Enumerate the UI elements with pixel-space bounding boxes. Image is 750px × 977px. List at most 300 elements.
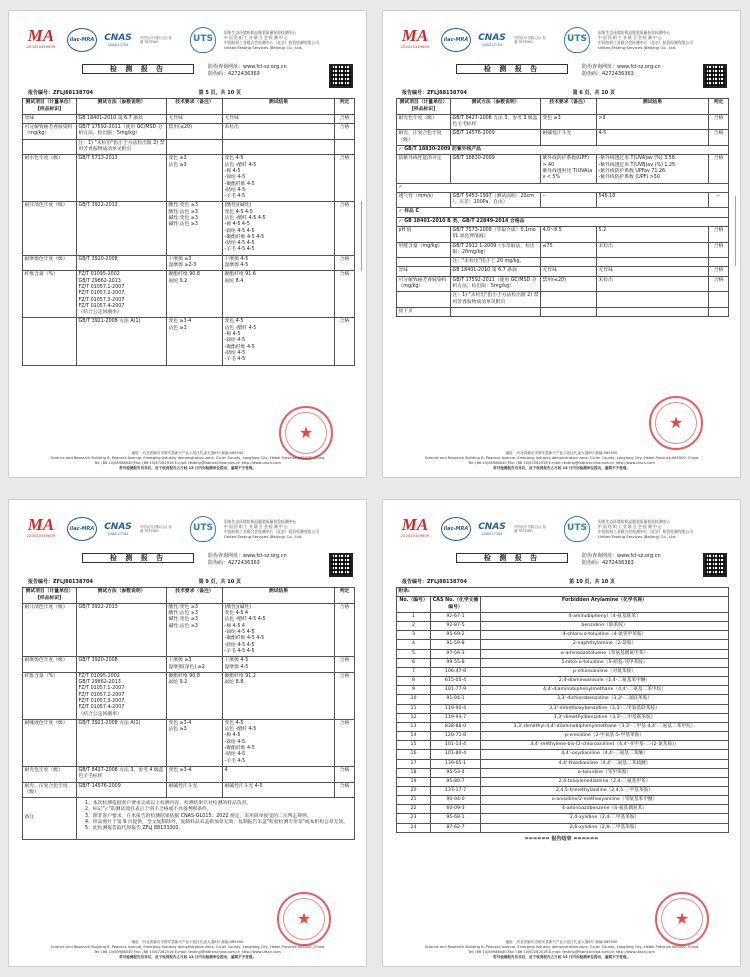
table-row xyxy=(397,658,729,667)
arylamine-name: o-toluidine（邻甲苯胺） xyxy=(481,768,729,777)
test-method: GB/T 14576-2009 xyxy=(77,782,167,798)
table-row xyxy=(397,192,729,208)
uts-logo: UTS xyxy=(564,27,590,53)
table-row xyxy=(397,208,729,217)
arylamine-name: 2,4-xylidine（2,4-二甲基苯胺） xyxy=(481,814,729,823)
report-title: 检 测 报 告 xyxy=(456,553,568,563)
test-result xyxy=(597,292,709,308)
arylamine-name: 4,4'-diaminobiphenylmethane（4,4'-二氨基二苯甲烷） xyxy=(481,686,729,695)
row-number: 9 xyxy=(397,686,431,695)
table-row xyxy=(23,255,355,271)
test-item: 耐汗渍色牢度（级） xyxy=(23,603,77,656)
test-item: pH 值 xyxy=(397,227,451,243)
test-method: GB/T 17592-2011（使用 GC/MSD 分析方法，检出限：5mg/kg） xyxy=(451,276,541,292)
test-item: 防紫外线性能的评定 xyxy=(397,155,451,183)
arylamine-name: o-aminoazotoluene（邻氨基偶氮甲苯） xyxy=(481,649,729,658)
results-table xyxy=(22,98,355,365)
row-number: 14 xyxy=(397,732,431,741)
cas-number: 90-04-0 xyxy=(431,796,481,805)
cas-number: 87-62-7 xyxy=(431,823,481,832)
test-item xyxy=(397,258,451,267)
report-title: 检 测 报 告 xyxy=(82,553,194,563)
antifake-info: 防伪查询网址：www.fcl-sz.org.cn 防伪码：4272436363 xyxy=(582,64,661,77)
table-row xyxy=(397,217,729,226)
cnas-logo: CNAS CNAS L7704 xyxy=(478,521,506,536)
test-item: 耐光色牢度（级） xyxy=(397,114,451,130)
arylamine-name: 2,4-diaminoanisole（2,4-二氨基苯甲醚） xyxy=(481,677,729,686)
test-result: 未检出 xyxy=(597,276,709,292)
arylamine-name: 4-chloro-o-toluidine（4-氯邻甲苯胺） xyxy=(481,631,729,640)
row-number: 22 xyxy=(397,805,431,814)
arylamine-name: 4,4'-thiodianiline（4,4'-二氨基二苯硫醚） xyxy=(481,759,729,768)
cas-number: 101-14-4 xyxy=(431,741,481,750)
table-row xyxy=(23,139,355,155)
section-heading: ✓ 样品 C xyxy=(397,208,729,217)
test-item: 异味 xyxy=(397,267,451,276)
requirement: 禁用(≤20) xyxy=(167,124,223,140)
row-number: 18 xyxy=(397,768,431,777)
test-method: GB/T 18830-2009 xyxy=(451,155,541,183)
row-number: 17 xyxy=(397,759,431,768)
qr-code xyxy=(703,553,727,577)
test-method: GB/T 7573-2009（萃取介质：0.1mol/L 氯化钾溶液） xyxy=(451,227,541,243)
table-row xyxy=(397,732,729,741)
test-method: GB/T 8427-2008 方法 3、参考 3 级蓝色羊毛标样 xyxy=(451,114,541,130)
cas-number: 838-88-0 xyxy=(431,722,481,731)
test-item: 可分解致癌芳香胺染料（mg/kg） xyxy=(397,276,451,292)
table-header-row: 测试项目（计量单位）[样品标识] 测试方法（参数说明） 技术要求（备注） 测试结果 判定 xyxy=(23,99,355,115)
row-number: 2 xyxy=(397,622,431,631)
table-row xyxy=(397,258,729,267)
requirement: 聚酯纤维 90.8 氨纶 9.2 xyxy=(167,672,223,719)
table-row xyxy=(23,155,355,202)
row-number: 5 xyxy=(397,649,431,658)
test-item: 接下页 xyxy=(397,307,451,316)
arylamine-table xyxy=(396,587,729,833)
section-heading: ✓ GB/T 18830-2009 防紫外线产品 xyxy=(397,146,729,155)
cma-logo: MA 220020349609 xyxy=(400,26,430,49)
section-heading: ✓ xyxy=(397,183,729,192)
test-method: GB/T 14576-2009 xyxy=(451,130,541,146)
notes-list xyxy=(77,798,355,839)
antifake-info: 防伪查询网址：www.fcl-sz.org.cn 防伪码：4272436363 xyxy=(582,553,661,566)
test-method: GB/T 17592-2011（使用 GC/MSD 分析方法，检出限：5mg/kg） xyxy=(77,124,167,140)
judgement: 合格 xyxy=(335,657,355,673)
test-item xyxy=(397,292,451,308)
test-method: 注："未检出"指小于 20 mg/kg。 xyxy=(451,258,541,267)
test-method: 注：1) "未检出"指小于方法检出限 2) 禁用芳香胺物质清单见附页 xyxy=(451,292,541,308)
uts-logo: UTS xyxy=(190,27,216,53)
cnas-logo: CNAS CNAS L7704 xyxy=(478,32,506,47)
test-method xyxy=(451,307,541,316)
table-row xyxy=(23,766,355,782)
requirement xyxy=(541,258,597,267)
report-meta: 报告编号：ZFLJ88138704 第 5 页，共 10 页 xyxy=(28,90,241,96)
test-item: 耐摩擦色牢度（级） xyxy=(23,255,77,271)
notes-label: 备注 xyxy=(23,798,77,839)
arylamine-name: 3,3'-dimethoxybenzidine（3,3'-二甲氧基联苯胺） xyxy=(481,704,729,713)
table-row xyxy=(397,631,729,640)
qr-code xyxy=(703,64,727,88)
table-row xyxy=(397,759,729,768)
table-row xyxy=(23,114,355,123)
test-method: GB/T 3922-2013 xyxy=(77,202,167,255)
test-result: 无异味 xyxy=(597,267,709,276)
arylamine-name: 3,3'-dimethyl-4,4'-diaminobiphenylmethane（3,3'-二甲基-4,4'-二氨基二苯甲烷） xyxy=(481,722,729,731)
test-item: 纤维含量（%） xyxy=(23,672,77,719)
results-table xyxy=(22,587,355,839)
report-title: 检 测 报 告 xyxy=(456,64,568,74)
requirement: 酸性:变色 ≥3 酸性:沾色 ≥3 碱性:变色 ≥3 碱性:沾色 ≥3 xyxy=(167,603,223,656)
judgement: -- xyxy=(709,192,729,208)
judgement: 合格 xyxy=(335,255,355,271)
test-result: 4-5 xyxy=(597,130,709,146)
requirement: 耐碱性汗斗光 xyxy=(167,782,223,798)
cnas-logo: CNAS CNAS L7704 xyxy=(104,521,132,536)
seam-seal xyxy=(735,196,741,266)
test-result: 聚酯纤维 91.6 氨纶 8.4 xyxy=(223,271,335,318)
test-result: 5.2 xyxy=(597,227,709,243)
requirement xyxy=(541,292,597,308)
cas-number: 139-65-1 xyxy=(431,759,481,768)
test-result: 耐碱性汗斗光 4-5 xyxy=(223,782,335,798)
page-footer: 地址：河北省廊坊市固安县新兴产业示范区孔雀大道6号 邮编:065500 Science and Research Building B, Peacock Avenue, Emerging Industry demonstration zone, Gu'an County, Langfang City, Hebei Province,065500, China Tel: (86 10)65986040 Fax: (86 10)67262516 E-mail: testing@fabricschina.com.cn http://www.utscn.com 若对检测报告有异议，应于收到报告之日起 15 日内向检测单位提出，逾期不予受理。 xyxy=(424,940,699,960)
page-footer: 地址：河北省廊坊市固安县新兴产业示范区孔雀大道6号 邮编:065500 Science and Research Building B, Peacock Avenue, Emerging Industry demonstration zone, Gu'an County, Langfang City, Hebei Province,065500, China Tel: (86 10)65986040 Fax: (86 10)67262516 E-mail: testing@fabricschina.com.cn http://www.utscn.com 若对检测报告有异议，应于收到报告之日起 15 日内向检测单位提出，逾期不予受理。 xyxy=(50,451,325,471)
row-number: 20 xyxy=(397,786,431,795)
row-number: 19 xyxy=(397,777,431,786)
row-number: 4 xyxy=(397,640,431,649)
antifake-info: 防伪查询网址：www.fcl-sz.org.cn 防伪码：4272436363 xyxy=(208,553,287,566)
test-method: GB/T 3920-2008 xyxy=(77,255,167,271)
seam-seal xyxy=(361,201,367,271)
requirement: 耐碱性汗斗光 xyxy=(541,130,597,146)
test-method: GB/T 5453-1997（测试面积：20cm²，压差：100Pa，自由） xyxy=(451,192,541,208)
cas-number: 60-09-3 xyxy=(431,805,481,814)
arylamine-name: 4,4'-methylene-bis-(2-chloroaniline)（4,4'-亚甲基-二-(2-氯苯胺)） xyxy=(481,741,729,750)
test-item: 纤维含量（%） xyxy=(23,271,77,318)
test-method: GB/T 8427-2008 方法 3、参考 4 级蓝色羊毛标样 xyxy=(77,766,167,782)
note-item: 2、标记"✓"的测试项目表示个别不合格或不具备判断条件。 xyxy=(85,807,212,813)
test-item: 甲醛含量（mg/kg） xyxy=(397,242,451,258)
note-item: 4、样品照片于第 9 页提供，全文复制除外，复制样品未盖新加章无效，复制报告未盖"检验检测专用章"或本机构公章无效。 xyxy=(85,820,349,826)
table-header-row: 测试项目（计量单位）[样品标识] 测试方法（参数说明） 技术要求（备注） 测试结果 判定 xyxy=(23,588,355,604)
test-result: 干摩擦 4-5 湿摩擦 4-5 xyxy=(223,255,335,271)
test-item: 透气性（mm/s） xyxy=(397,192,451,208)
judgement: 合格 xyxy=(709,276,729,292)
ilac-mra-logo: ilac-MRA xyxy=(67,517,97,541)
table-row xyxy=(23,719,355,766)
requirement: -- xyxy=(541,192,597,208)
lab-name: 国家生态环境纺织品服装质量检验检测中心 中 国 纺 织 工 业 联 合 会 检 测 中 心 中国纺织工业联合会检测中心（北京）检验检测有限公司 United Testing Services (Beijing) Co., Ltd. xyxy=(598,518,693,540)
lab-name: 国家生态环境纺织品服装质量检验检测中心 中 国 纺 织 工 业 联 合 会 检 测 中 心 中国纺织工业联合会检测中心（北京）检验检测有限公司 United Testing Services (Beijing) Co., Ltd. xyxy=(598,29,693,51)
cas-number: 119-90-4 xyxy=(431,704,481,713)
test-result: (酸性)(碱性) 变色 4-5 4 沾色 -醋纤 4-5 4-5 -棉 4-5 4 -锦纶 4-5 4-5 -聚酯纤维 4-5 4-5 -腈纶 4-5 4-5 -羊毛 4-5 4-5 xyxy=(223,603,335,656)
test-result: 变色 4-5 沾色 -醋纤 4-5 -棉 4-5 -锦纶 4-5 -聚酯纤维 4-5 -腈纶 4-5 -羊毛 4-5 xyxy=(223,719,335,766)
test-result: 无异味 xyxy=(223,114,335,123)
arylamine-name: 3,3'-dimethylbenzidine（3,3'-二甲基联苯胺） xyxy=(481,713,729,722)
arylamine-name: 4-aminoazobenzene（4-氨基偶氮苯） xyxy=(481,805,729,814)
test-result: >3 xyxy=(597,114,709,130)
requirement: 变色 ≥3 xyxy=(541,114,597,130)
requirement: 变色 ≥3-4 xyxy=(167,766,223,782)
table-row xyxy=(397,292,729,308)
table-row xyxy=(397,114,729,130)
requirement: 变色 ≥3-4 沾色 ≥3 xyxy=(167,318,223,365)
cas-number: 95-68-1 xyxy=(431,814,481,823)
judgement: 合格 xyxy=(709,267,729,276)
judgement xyxy=(709,292,729,308)
report-header xyxy=(396,25,727,55)
cas-number: 120-71-8 xyxy=(431,732,481,741)
test-result: 未检出 xyxy=(597,242,709,258)
requirement: 4.0~8.5 xyxy=(541,227,597,243)
arylamine-name: 3,3'-dichlorobenzidine（3,3'-二氯联苯胺） xyxy=(481,695,729,704)
table-row xyxy=(397,814,729,823)
test-method: GB/T 3921-2008 方法 A(1) xyxy=(77,318,167,365)
page-footer: 地址：河北省廊坊市固安县新兴产业示范区孔雀大道6号 邮编:065500 Science and Research Building B, Peacock Avenue, Emerging Industry demonstration zone, Gu'an County, Langfang City, Hebei Province,065500, China Tel: (86 10)65986040 Fax: (86 10)67262516 E-mail: testing@fabricschina.com.cn http://www.utscn.com 若对检测报告有异议，应于收到报告之日起 15 日内向检测单位提出，逾期不予受理。 xyxy=(424,451,699,471)
judgement xyxy=(709,258,729,267)
requirement: ≤75 xyxy=(541,242,597,258)
qr-code xyxy=(329,553,353,577)
table-row xyxy=(23,271,355,318)
official-seal: ★ xyxy=(655,892,709,946)
table-row xyxy=(397,686,729,695)
table-row xyxy=(397,823,729,832)
report-page-5 xyxy=(8,10,367,478)
judgement: 合格 xyxy=(709,242,729,258)
table-row xyxy=(397,613,729,622)
row-number: 10 xyxy=(397,695,431,704)
official-seal: ★ xyxy=(277,892,331,946)
testing-mark: 中国认可 国际互认 检测 TESTING xyxy=(140,524,172,533)
test-result: 干摩擦 4-5 湿摩擦 4-5 xyxy=(223,657,335,673)
test-item: 可分解致癌芳香胺染料（mg/kg） xyxy=(23,124,77,140)
report-meta: 报告编号：ZFLJ88138704 第 9 页，共 10 页 xyxy=(28,579,241,585)
arylamine-name: 2,4,5-trimethylaniline（2,4,5-三甲基苯胺） xyxy=(481,786,729,795)
test-method: GB/T 5713-2013 xyxy=(77,155,167,202)
requirement: 变色 ≥3-4 沾色 ≥3 xyxy=(167,719,223,766)
test-method: 注：1) "未检出"指小于方法检出限 2) 禁用芳香胺物质清单见附页 xyxy=(77,139,167,155)
table-header-row: 测试项目（计量单位）[样品标识] 测试方法（参数说明） 技术要求（备注） 测试结果 判定 xyxy=(397,99,729,115)
test-result: 聚酯纤维 91.2 氨纶 8.8 xyxy=(223,672,335,719)
cnas-logo: CNAS CNAS L7704 xyxy=(104,32,132,47)
appendix-label: 附录: xyxy=(397,588,729,597)
cas-number: 91-94-1 xyxy=(431,695,481,704)
test-result: 变色 4-5 沾色 -醋纤 4-5 -棉 4-5 -锦纶 4-5 -聚酯纤维 4-5 -腈纶 4-5 -羊毛 4-5 xyxy=(223,155,335,202)
row-number: 21 xyxy=(397,796,431,805)
test-item: 耐光色牢度（级） xyxy=(23,766,77,782)
table-row xyxy=(397,307,729,316)
judgement: 合格 xyxy=(335,124,355,140)
judgement: 合格 xyxy=(335,114,355,123)
cas-number: 95-53-4 xyxy=(431,768,481,777)
arylamine-name: 2,4-toluylenediamine（2,4-二氨基甲苯） xyxy=(481,777,729,786)
report-header xyxy=(22,25,353,55)
testing-mark: 中国认可 国际互认 检测 TESTING xyxy=(514,524,546,533)
page-footer: 地址：河北省廊坊市固安县新兴产业示范区孔雀大道6号 邮编:065500 Science and Research Building B, Peacock Avenue, Emerging Industry demonstration zone, Gu'an County, Langfang City, Hebei Province,065500, China Tel: (86 10)65986040 Fax: (86 10)67262516 E-mail: testing@fabricschina.com.cn http://www.utscn.com 若对检测报告有异议，应于收到报告之日起 15 日内向检测单位提出，逾期不予受理。 xyxy=(50,940,325,960)
ilac-mra-logo: ilac-MRA xyxy=(67,28,97,52)
requirement: 紫外线防护系数(UPF) > 40 紫外线透射比 T(UVA)av < 5% xyxy=(541,155,597,183)
test-item: 耐光、汗复合色牢度（级） xyxy=(397,130,451,146)
test-result: 4 xyxy=(223,766,335,782)
test-method: FZ/T 01095-2002 GB/T 29862-2013 FZ/T 01057.1-2007 FZ/T 01057.2-2007 FZ/T 01057.3-2007 FZ/T 01057.4-2007 （结合公定回潮率） xyxy=(77,271,167,318)
table-row xyxy=(397,183,729,192)
table-row xyxy=(397,796,729,805)
judgement: 合格 xyxy=(335,318,355,365)
table-row xyxy=(23,672,355,719)
report-page-9 xyxy=(8,499,367,967)
test-item: 耐光、汗复合色牢度（级） xyxy=(23,782,77,798)
table-row xyxy=(397,777,729,786)
judgement: 合格 xyxy=(335,782,355,798)
requirement: 无异味 xyxy=(541,267,597,276)
row-number: 6 xyxy=(397,658,431,667)
table-row xyxy=(397,667,729,676)
judgement: 合格 xyxy=(335,271,355,318)
table-row xyxy=(397,695,729,704)
test-method: FZ/T 01095-2002 GB/T 29862-2013 FZ/T 01057.1-2007 FZ/T 01057.2-2007 FZ/T 01057.3-2007 FZ/T 01057.4-2007 （结合公定回潮率） xyxy=(77,672,167,719)
table-row xyxy=(397,741,729,750)
table-row xyxy=(397,242,729,258)
row-number: 16 xyxy=(397,750,431,759)
row-number: 23 xyxy=(397,814,431,823)
official-seal: ★ xyxy=(649,396,703,450)
test-result xyxy=(223,139,335,155)
test-item: 耐唾液色牢度（级） xyxy=(23,719,77,766)
row-number: 15 xyxy=(397,741,431,750)
ilac-mra-logo: ilac-MRA xyxy=(441,517,471,541)
arylamine-name: 2,6-xylidine（2,6-二甲基苯胺） xyxy=(481,823,729,832)
report-title: 检 测 报 告 xyxy=(82,64,194,74)
report-header xyxy=(396,514,727,544)
table-row xyxy=(397,640,729,649)
cas-number: 137-17-7 xyxy=(431,786,481,795)
uts-logo: UTS xyxy=(564,516,590,542)
judgement: 合格 xyxy=(335,672,355,719)
table-row xyxy=(397,146,729,155)
table-row xyxy=(397,750,729,759)
test-method: GB 18401-2010 第 6.7 条款 xyxy=(77,114,167,123)
arylamine-name: 4,4'-oxydianiline（4,4'-二氨基二苯醚） xyxy=(481,750,729,759)
requirement: 干摩擦 ≥3 湿摩擦(深色) ≥2 xyxy=(167,657,223,673)
row-number: 11 xyxy=(397,704,431,713)
table-row xyxy=(397,276,729,292)
requirement: 干摩擦 ≥3 湿摩擦 ≥2-3 xyxy=(167,255,223,271)
judgement xyxy=(335,139,355,155)
row-number: 7 xyxy=(397,667,431,676)
judgement: 合格 xyxy=(335,719,355,766)
report-page-10 xyxy=(382,499,741,967)
cas-number: 99-55-8 xyxy=(431,658,481,667)
cas-number: 95-69-2 xyxy=(431,631,481,640)
judgement: 合格 xyxy=(709,227,729,243)
judgement: 合格 xyxy=(335,603,355,656)
cas-number: 95-80-7 xyxy=(431,777,481,786)
arylamine-name: 2-naphthylamine（2-萘胺） xyxy=(481,640,729,649)
requirement xyxy=(167,139,223,155)
cas-number: 615-05-4 xyxy=(431,677,481,686)
test-item: 耐水色牢度（级） xyxy=(23,155,77,202)
table-row xyxy=(397,768,729,777)
row-number: 8 xyxy=(397,677,431,686)
report-meta: 报告编号：ZFLJ88138704 第 10 页，共 10 页 xyxy=(402,579,615,585)
cas-number: 101-77-9 xyxy=(431,686,481,695)
test-result xyxy=(597,258,709,267)
cas-number: 92-67-1 xyxy=(431,613,481,622)
table-row xyxy=(397,704,729,713)
arylamine-name: 4-aminobiphenyl（4-氨基联苯） xyxy=(481,613,729,622)
lab-name: 国家生态环境纺织品服装质量检验检测中心 中 国 纺 织 工 业 联 合 会 检 测 中 心 中国纺织工业联合会检测中心（北京）检验检测有限公司 United Testing Services (Beijing) Co., Ltd. xyxy=(224,29,319,51)
table-row xyxy=(397,677,729,686)
table-row xyxy=(397,713,729,722)
cas-number: 97-56-3 xyxy=(431,649,481,658)
test-method: GB/T 3921-2008 方法 A(1) xyxy=(77,719,167,766)
requirement: 酸性:变色 ≥3 酸性:沾色 ≥3 碱性:变色 ≥3 碱性:沾色 ≥3 xyxy=(167,202,223,255)
report-page-6 xyxy=(382,10,741,478)
test-item: 耐摩擦色牢度（级） xyxy=(23,657,77,673)
results-table xyxy=(396,98,729,317)
test-item xyxy=(23,139,77,155)
note-item: 3、除非客户要求，在本报告的检测结果依据 CNAS-GL015：2022 规定，采用简单接受的二元判定规则。 xyxy=(85,813,312,819)
cma-logo: MA 220020349609 xyxy=(400,515,430,538)
arylamine-name: 5-nitro-o-toluidine（5-硝基-邻甲苯胺） xyxy=(481,658,729,667)
report-end: ====== 报告结束 ====== xyxy=(524,835,599,842)
table-row xyxy=(397,786,729,795)
report-meta: 报告编号：ZFLJ88138704 第 6 页，共 10 页 xyxy=(402,90,615,96)
requirement xyxy=(541,307,597,316)
cas-number: 119-93-7 xyxy=(431,713,481,722)
requirement: 禁用(≤20) xyxy=(541,276,597,292)
judgement: 合格 xyxy=(335,766,355,782)
cas-number: 106-47-8 xyxy=(431,667,481,676)
cma-logo: MA 220020349609 xyxy=(26,26,56,49)
lab-name: 国家生态环境纺织品服装质量检验检测中心 中 国 纺 织 工 业 联 合 会 检 测 中 心 中国纺织工业联合会检测中心（北京）检验检测有限公司 United Testing Services (Beijing) Co., Ltd. xyxy=(224,518,319,540)
row-number: 1 xyxy=(397,613,431,622)
test-result: 545.18 xyxy=(597,192,709,208)
cas-number: 101-80-4 xyxy=(431,750,481,759)
cas-number: 91-59-8 xyxy=(431,640,481,649)
table-row xyxy=(23,124,355,140)
test-item: 耐汗渍色牢度（级） xyxy=(23,202,77,255)
table-row xyxy=(23,603,355,656)
table-row xyxy=(397,155,729,183)
judgement: 合格 xyxy=(709,114,729,130)
qr-code xyxy=(329,64,353,88)
arylamine-name: o-anisidine/2-methoxyaniline（邻氨基苯甲醚） xyxy=(481,796,729,805)
judgement: 合格 xyxy=(709,155,729,183)
row-number: 12 xyxy=(397,713,431,722)
test-result: -紫外线透过率 T(UVA)av (%) 3.58 -紫外线透过率 T(UVB)av (%) 1.25 -紫外线防护系数 UPFav 71.26 -紫外线防护系数 (UPF) >50 xyxy=(597,155,709,183)
test-method: GB/T 3920-2008 xyxy=(77,657,167,673)
test-result: 未检出 xyxy=(223,124,335,140)
notes-row xyxy=(23,798,355,839)
table-row xyxy=(397,227,729,243)
ilac-mra-logo: ilac-MRA xyxy=(441,28,471,52)
note-item: 5、此检测报告取代原报告 ZFLJ 88133300。 xyxy=(85,826,184,832)
judgement: 合格 xyxy=(335,155,355,202)
report-header xyxy=(22,514,353,544)
table-row xyxy=(23,318,355,365)
table-row xyxy=(397,805,729,814)
arylamine-name: p-chloroaniline（对氯苯胺） xyxy=(481,667,729,676)
row-number: 13 xyxy=(397,722,431,731)
requirement: 无异味 xyxy=(167,114,223,123)
table-row xyxy=(397,649,729,658)
note-item: 1、本次检测依据客户要求完成以上检测内容，检测结果只对检测的样品负责。 xyxy=(85,801,252,807)
table-row xyxy=(397,267,729,276)
judgement xyxy=(709,307,729,316)
antifake-info: 防伪查询网址：www.fcl-sz.org.cn 防伪码：4272436363 xyxy=(208,64,287,77)
